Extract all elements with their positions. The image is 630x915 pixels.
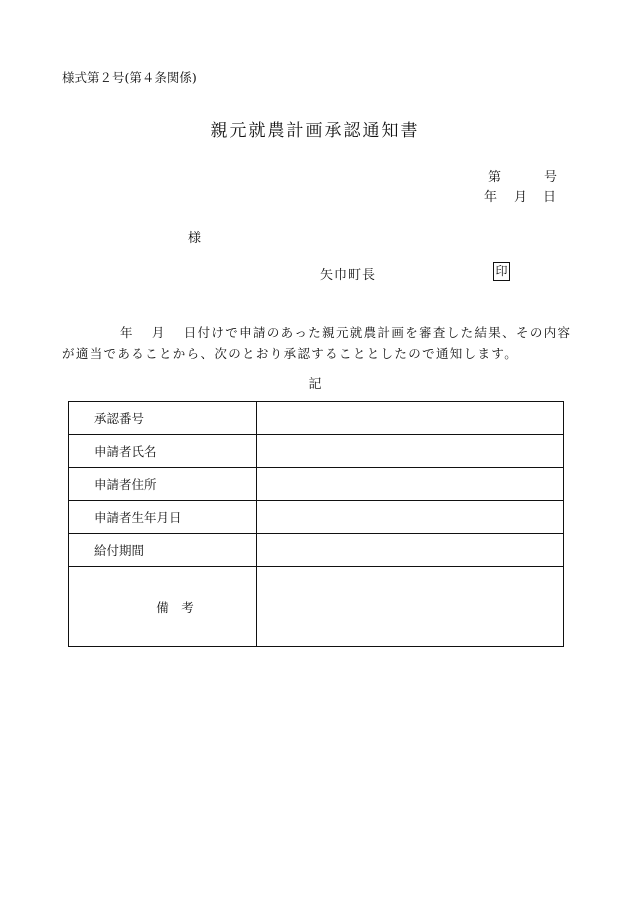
form-number: 様式第２号(第４条関係) <box>62 70 197 85</box>
row-label-approval-number: 承認番号 <box>69 402 257 435</box>
row-value-remarks[interactable] <box>257 567 564 647</box>
table-row <box>69 501 564 534</box>
addressee-honorific: 様 <box>188 231 202 246</box>
row-label-applicant-name: 申請者氏名 <box>69 435 257 468</box>
row-label-applicant-address: 申請者住所 <box>69 468 257 501</box>
row-value-applicant-birthdate[interactable] <box>257 501 564 534</box>
body-line-2: が適当であることから、次のとおり承認することとしたので通知します。 <box>62 346 519 361</box>
row-value-benefit-period[interactable] <box>257 534 564 567</box>
row-label-applicant-birthdate: 申請者生年月日 <box>69 501 257 534</box>
table-row <box>69 435 564 468</box>
body-month: 月 <box>151 325 166 340</box>
ki-heading: 記 <box>308 377 322 392</box>
issuer-mayor: 矢巾町長 <box>320 268 377 283</box>
table-row <box>69 468 564 501</box>
date-month: 月 <box>514 190 528 205</box>
table-row-remarks <box>69 567 564 647</box>
table-row <box>69 402 564 435</box>
approval-table <box>68 401 564 647</box>
row-value-applicant-name[interactable] <box>257 435 564 468</box>
row-label-benefit-period: 給付期間 <box>69 534 257 567</box>
body-year: 年 <box>120 325 134 340</box>
document-title: 親元就農計画承認通知書 <box>210 121 420 141</box>
seal-mark: 印 <box>493 262 510 281</box>
body-line-1 <box>120 323 571 341</box>
reference-go: 号 <box>544 170 558 185</box>
reference-dai: 第 <box>488 170 502 185</box>
row-label-remarks: 備 考 <box>69 567 257 647</box>
date-year: 年 <box>484 190 498 205</box>
row-value-applicant-address[interactable] <box>257 468 564 501</box>
date-day: 日 <box>543 190 557 205</box>
row-value-approval-number[interactable] <box>257 402 564 435</box>
table-row <box>69 534 564 567</box>
body-line-1-text: 日付けで申請のあった親元就農計画を審査した結果、その内容 <box>183 325 572 340</box>
